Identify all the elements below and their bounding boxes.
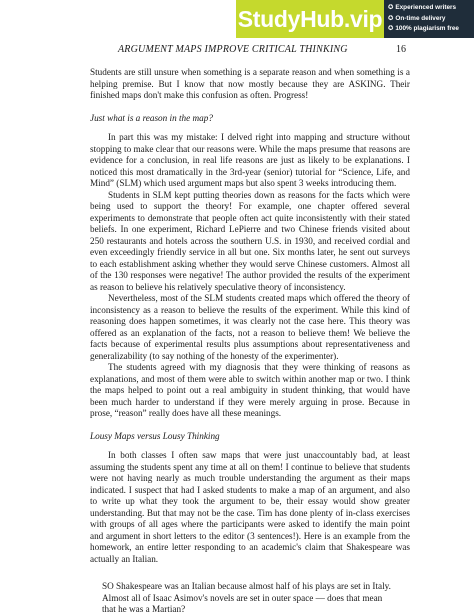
star-icon: ✪ [388,4,394,11]
paragraph: Students in SLM kept putting theories down as reasons for the facts which were being used to support the theory! For example, one chapter offered several experiments to demonstrate that people often act quite inconsistently with their stated beliefs. In one experiment, Richard LePierre and two Chinese friends visited about 250 restaurants and hotels across the southern U.S. in 1930, and received cordial and even exceedingly friendly service in all but one. Six months later, he sent out surveys to each establishment asking whether they would serve Chinese customers. Almost all of the 130 responses were negative! The author provided the results of the experiment as reason to believe his relatively speculative theory of inconsistency. [90,189,410,292]
section-heading: Lousy Maps versus Lousy Thinking [90,430,220,441]
studyhub-logo[interactable]: StudyHub.vip [236,0,384,38]
feature-item: ✪ Experienced writers [388,4,457,11]
feature-item: ✪ On-time delivery [388,14,446,22]
page-body [90,67,410,616]
page-number: 16 [396,44,406,55]
star-icon: ✪ [388,25,394,32]
star-icon: ✪ [388,14,394,22]
feature-item: ✪ 100% plagiarism free [388,25,459,32]
paragraph: Nevertheless, most of the SLM students created maps which offered the theory of inconsistency as a reason to believe the results of the experiment. While this kind of reasoning does happen sometimes, it was clearly not the case here. This theory was offered as an explanation of the facts, not a reason to believe them! We believe the facts because of experimental results plus assumptions about representativeness and generalizability (to say nothing of the honesty of the experimenter). [90,293,410,361]
feature-list [388,3,474,35]
paragraph: Students are still unsure when something is a separate reason and when something is a helping premise. But I know that now mostly because they are ASKING. Their finished maps don't make this confusion as often. Progress! [90,67,410,100]
ad-banner[interactable] [236,0,474,38]
block-quote: SO Shakespeare was an Italian because almost half of his plays are set in Italy. Almost all of Isaac Asimov's novels are set in outer space — does that mean that he was a Martian? [102,581,391,614]
running-head: ARGUMENT MAPS IMPROVE CRITICAL THINKING [118,44,348,55]
section-heading: Just what is a reason in the map? [90,112,213,123]
paragraph: The students agreed with my diagnosis that they were thinking of reasons as explanations, and most of them were able to switch within another map or two. I think the maps helped to point out a real ambiguity in student thinking, that would have been much harder to understand if they were merely arguing in prose. Because in prose, “reason” really does have all these meanings. [90,362,410,418]
paragraph: In part this was my mistake: I delved right into mapping and structure without stopping to make clear that our reasons were. While the maps presume that reasons are evidence for a conclusion, in real life reasons are just as likely to be explanations. I noticed this most dramatically in the 3rd-year (senior) tutorial for “Science, Life, and Mind” (SLM) which used argument maps but also spent 3 weeks introducing them. [90,132,410,188]
paragraph: In both classes I often saw maps that were just unaccountably bad, at least assuming the students spent any time at all on them! I continue to believe that students were not having nearly as much trouble understanding the argument as their maps indicated. I suspect that had I asked students to make a map of an argument, and also to write up what they took the argument to be, their essay would show greater understanding. But that may not be the case. Tim has done plenty of in-class exercises with groups of all ages where the participants were asked to identify the main point and argument in short letters to the editor (3 sentences!). Here is an example from the homework, an entire letter responding to an academic's claim that Shakespeare was actually an Italian. [90,450,410,564]
